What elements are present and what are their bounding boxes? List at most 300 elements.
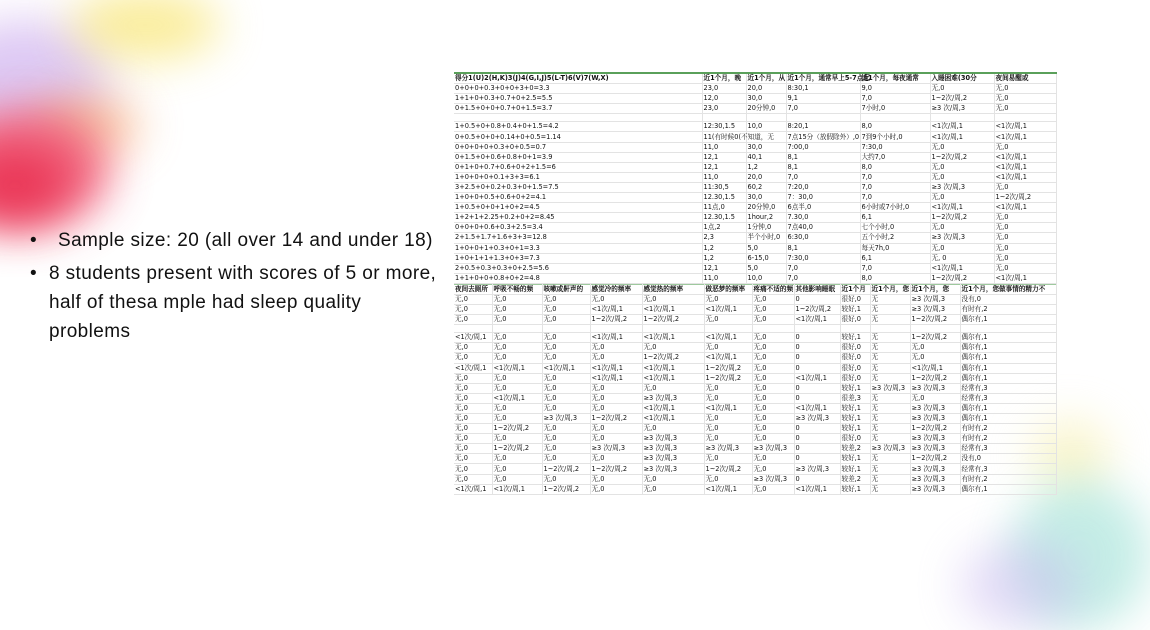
table-cell: 1+0+1+1+1.3+0+3=7.3 <box>454 253 702 263</box>
table-row <box>454 273 1056 283</box>
table-cell: ≥3 次/周,3 <box>930 182 994 192</box>
table-cell: <1次/周,1 <box>492 363 542 373</box>
bullet-dot: • <box>30 263 38 284</box>
table-cell: 较好,1 <box>840 414 870 424</box>
table-cell: 1~2次/周,2 <box>994 193 1056 203</box>
table-cell: 无,0 <box>704 434 752 444</box>
table-cell: 无,0 <box>590 484 642 494</box>
table-cell: 无 <box>870 403 910 413</box>
table-cell: 无,0 <box>752 305 794 315</box>
table-cell: 无,0 <box>492 403 542 413</box>
table-cell: <1次/周,1 <box>642 373 704 383</box>
table-cell: 无 <box>870 294 910 304</box>
table-cell: 无,0 <box>752 373 794 383</box>
table-cell <box>542 325 590 333</box>
table-row <box>454 132 1056 142</box>
table-cell: 1~2次/周,2 <box>492 444 542 454</box>
table-cell: 无 <box>870 393 910 403</box>
table-row <box>454 223 1056 233</box>
table-cell: 无,0 <box>542 454 590 464</box>
table-cell <box>794 325 840 333</box>
table-cell: 7点15分（放假除外）,0 <box>787 132 860 141</box>
table-cell: 0 <box>794 383 840 393</box>
table-cell: ≥3 次/周,3 <box>642 454 704 464</box>
table-cell: 9,1 <box>786 94 860 104</box>
table-cell: 无,0 <box>704 294 752 304</box>
table-cell: 无,0 <box>752 464 794 474</box>
table-cell: 无 <box>870 464 910 474</box>
table-cell: <1次/周,1 <box>590 333 642 343</box>
table-row <box>454 263 1056 273</box>
table-header-row <box>454 73 1056 84</box>
table-cell: ≥3 次/周,3 <box>642 464 704 474</box>
header-cell: 近1个月，您 <box>910 284 960 294</box>
header-cell: 得分1(U)2(H,K)3(J)4(G,I,J)5(L-T)6(V)7(W,X) <box>454 73 702 84</box>
table-cell: 无,0 <box>930 223 994 233</box>
table-cell: 无,0 <box>492 464 542 474</box>
table-cell: ≥3 次/周,3 <box>642 444 704 454</box>
table-row <box>454 84 1056 94</box>
table-cell <box>642 325 704 333</box>
table-cell: 12,0 <box>702 94 746 104</box>
table-cell: ≥3 次/周,3 <box>910 294 960 304</box>
table-cell: 23,0 <box>702 104 746 114</box>
table-cell: 9,0 <box>860 84 930 94</box>
table-cell <box>930 114 994 122</box>
table-cell: 较差,2 <box>840 444 870 454</box>
table-cell: 1点,2 <box>702 223 746 233</box>
table-cell: 较差,2 <box>840 474 870 484</box>
bullet-dot: • <box>30 230 38 251</box>
table-cell: 有时有,2 <box>960 424 1056 434</box>
table-cell: 1hour,2 <box>746 213 786 223</box>
table-cell: 2+0.5+0.3+0.3+0+2.5=5.6 <box>454 263 702 273</box>
table-cell: 无,0 <box>930 243 994 253</box>
table-cell: 偶尔有,1 <box>960 403 1056 413</box>
bullet-list <box>30 226 440 350</box>
header-cell: 夜间去厕所 <box>454 284 492 294</box>
table-cell: 无,0 <box>542 444 590 454</box>
table-row <box>454 325 1056 333</box>
table-row <box>454 122 1056 132</box>
table-cell: 无,0 <box>752 424 794 434</box>
table-cell: 8:30,1 <box>786 84 860 94</box>
table-cell: 无,0 <box>492 343 542 353</box>
table-cell: 无,0 <box>542 383 590 393</box>
table-cell: 1+0.5+0+0.8+0.4+0+1.5=4.2 <box>454 122 702 132</box>
header-cell: 感觉热的频率 <box>642 284 704 294</box>
table-cell: 五个小时,2 <box>860 233 930 243</box>
table-cell: 无 <box>870 484 910 494</box>
table-cell: 无 <box>870 424 910 434</box>
table-cell: 无,0 <box>752 414 794 424</box>
table-cell: ≥3 次/周,3 <box>930 233 994 243</box>
table-cell: 无,0 <box>542 315 590 325</box>
table-cell: 6点半,0 <box>786 203 860 213</box>
table-cell: 1~2次/周,2 <box>930 152 994 162</box>
table-cell: 无,0 <box>752 353 794 363</box>
table-cell: 1+1+0+0.3+0.7+0+2.5=5.5 <box>454 94 702 104</box>
table-cell: 有时有,2 <box>960 434 1056 444</box>
table-cell: 偶尔有,1 <box>960 343 1056 353</box>
table-cell: 无,0 <box>542 474 590 484</box>
table-cell: <1次/周,1 <box>994 122 1056 132</box>
table-cell: 无,0 <box>590 474 642 484</box>
table-row <box>454 464 1056 474</box>
table-row <box>454 333 1056 343</box>
table-cell: 无,0 <box>454 383 492 393</box>
table-cell: 7,0 <box>786 104 860 114</box>
table-cell: 无,0 <box>454 315 492 325</box>
table-cell: 无,0 <box>492 373 542 383</box>
table-cell: ≥3 次/周,3 <box>542 414 590 424</box>
table-row <box>454 434 1056 444</box>
table-cell: <1次/周,1 <box>492 393 542 403</box>
table-cell: <1次/周,1 <box>642 403 704 413</box>
table-cell <box>492 325 542 333</box>
table-cell <box>870 325 910 333</box>
table-cell: 无,0 <box>454 414 492 424</box>
table-cell: 0 <box>794 393 840 403</box>
table-cell: 1,2 <box>746 162 786 172</box>
table-cell: 无,0 <box>752 434 794 444</box>
table-cell: 无,0 <box>704 315 752 325</box>
header-cell: 其他影响睡眠 <box>794 284 840 294</box>
table-cell: 0 <box>794 444 840 454</box>
table-row <box>454 233 1056 243</box>
header-cell: 呼吸不畅的频 <box>492 284 542 294</box>
table-cell: 30,0 <box>746 94 786 104</box>
table-cell: ≥3 次/周,3 <box>704 444 752 454</box>
table-cell: 大约7,0 <box>860 152 930 162</box>
header-cell: 做恶梦的频率 <box>704 284 752 294</box>
table-cell: ≥3 次/周,3 <box>870 383 910 393</box>
table-cell: 无,0 <box>752 294 794 304</box>
table-cell: 5,0 <box>746 263 786 273</box>
table-cell: <1次/周,1 <box>994 172 1056 182</box>
table-cell: <1次/周,1 <box>704 403 752 413</box>
table-row <box>454 454 1056 464</box>
table-cell: 1~2次/周,2 <box>794 305 840 315</box>
table-cell: 偶尔有,1 <box>960 484 1056 494</box>
table-cell: 7,0 <box>860 172 930 182</box>
table-cell: 1~2次/周,2 <box>910 373 960 383</box>
table-cell: <1次/周,1 <box>794 484 840 494</box>
table-cell: 偶尔有,1 <box>960 353 1056 363</box>
table-cell: 无,0 <box>642 383 704 393</box>
table-cell: 无,0 <box>492 474 542 484</box>
table-cell: ≥3 次/周,3 <box>910 464 960 474</box>
bullet-item <box>30 259 440 346</box>
score-table-bottom <box>454 284 1057 495</box>
header-cell: 近1个月，您做事情的精力不 <box>960 284 1056 294</box>
table-cell: 无,0 <box>454 353 492 363</box>
table-cell <box>840 325 870 333</box>
table-row <box>454 424 1056 434</box>
table-cell <box>702 114 746 122</box>
table-cell: 2,3 <box>702 233 746 243</box>
table-cell: 无 <box>870 363 910 373</box>
table-cell: <1次/周,1 <box>492 484 542 494</box>
table-cell: <1次/周,1 <box>994 132 1056 142</box>
table-cell: ≥3 次/周,3 <box>590 444 642 454</box>
table-cell: 0 <box>794 333 840 343</box>
table-cell: 无,0 <box>542 353 590 363</box>
table-cell: ≥3 次/周,3 <box>794 464 840 474</box>
table-cell: 无,0 <box>542 343 590 353</box>
table-cell: 60,2 <box>746 182 786 192</box>
table-cell: 很好,0 <box>840 434 870 444</box>
table-row <box>454 353 1056 363</box>
table-cell: 无,0 <box>642 474 704 484</box>
table-cell: 6,1 <box>860 253 930 263</box>
table-cell: 无,0 <box>542 373 590 383</box>
table-cell: 1分钟,0 <box>746 223 786 233</box>
table-cell: 无 <box>870 315 910 325</box>
table-cell: 20,0 <box>746 84 786 94</box>
table-cell: 无,0 <box>590 353 642 363</box>
table-row <box>454 114 1056 122</box>
header-cell: 近1个月，每夜通常 <box>860 73 930 84</box>
table-cell: 较好,1 <box>840 305 870 315</box>
table-cell: 无, 0 <box>930 253 994 263</box>
table-cell: 较好,1 <box>840 454 870 464</box>
table-cell: 无,0 <box>542 333 590 343</box>
table-cell: 7到9个小时,0 <box>860 132 930 142</box>
decor-blob-lavender <box>960 540 1080 630</box>
header-cell: 近1个月，您 <box>871 284 910 293</box>
header-cell: 近1个月，通常早上5-7点起 <box>787 74 870 83</box>
table-cell: 半个小时,0 <box>746 233 786 243</box>
table-cell: 无,0 <box>492 333 542 343</box>
table-cell: 无,0 <box>704 424 752 434</box>
table-cell: <1次/周,1 <box>704 353 752 363</box>
table-cell: ≥3 次/周,3 <box>910 484 960 494</box>
table-cell: 无,0 <box>994 84 1056 94</box>
table-cell: 无,0 <box>642 343 704 353</box>
table-cell: 11,0 <box>702 172 746 182</box>
table-row <box>454 444 1056 454</box>
table-cell: 偶尔有,1 <box>960 414 1056 424</box>
table-cell: 5,0 <box>746 243 786 253</box>
table-cell: 1~2次/周,2 <box>930 213 994 223</box>
table-row <box>454 305 1056 315</box>
table-cell: 无,0 <box>752 454 794 464</box>
table-cell: 7.30,0 <box>786 213 860 223</box>
table-cell: 无,0 <box>542 393 590 403</box>
table-cell: 1~2次/周,2 <box>542 464 590 474</box>
table-cell: <1次/周,1 <box>910 363 960 373</box>
table-cell: 1~2次/周,2 <box>590 464 642 474</box>
table-cell: 无,0 <box>542 424 590 434</box>
table-cell: 无,0 <box>590 343 642 353</box>
table-cell: 无,0 <box>492 454 542 464</box>
table-cell: 1,2 <box>702 253 746 263</box>
table-cell: 7,0 <box>786 172 860 182</box>
table-cell: 3+2.5+0+0.2+0.3+0+1.5=7.5 <box>454 182 702 192</box>
table-cell: 7,0 <box>786 263 860 273</box>
table-cell: 0+0.5+0+0+0.14+0+0.5=1.14 <box>454 132 702 142</box>
table-row <box>454 203 1056 213</box>
table-cell: 12.30,1.5 <box>702 213 746 223</box>
table-cell: 1+1+0+0+0.8+0+2=4.8 <box>454 273 702 283</box>
table-cell <box>994 114 1056 122</box>
table-cell: 无,0 <box>910 393 960 403</box>
table-cell: <1次/周,1 <box>794 373 840 383</box>
table-cell: 0 <box>794 434 840 444</box>
bullet-item <box>30 226 440 255</box>
table-cell: ≥3 次/周,3 <box>794 414 840 424</box>
table-cell: 偶尔有,1 <box>960 363 1056 373</box>
table-cell: 很好,0 <box>840 315 870 325</box>
table-cell: 无,0 <box>642 424 704 434</box>
table-cell: 无 <box>870 343 910 353</box>
table-cell: 无 <box>870 454 910 464</box>
table-cell: 无,0 <box>930 142 994 152</box>
table-cell: 无,0 <box>994 243 1056 253</box>
table-cell: 1~2次/周,2 <box>930 94 994 104</box>
table-cell: 偶尔有,1 <box>960 315 1056 325</box>
table-cell: 无,0 <box>930 84 994 94</box>
table-cell: 0+0+0+0.3+0+0+3+0=3.3 <box>454 84 702 94</box>
table-cell: 无,0 <box>590 424 642 434</box>
table-cell: 无,0 <box>994 94 1056 104</box>
table-cell: <1次/周,1 <box>454 484 492 494</box>
table-cell: 7,0 <box>786 273 860 283</box>
table-cell: 很好,0 <box>840 294 870 304</box>
bullet-text: Sample size: 20 (all over 14 and under 18) <box>58 230 433 251</box>
table-cell: 无 <box>870 434 910 444</box>
table-cell: <1次/周,1 <box>930 263 994 273</box>
table-cell: 无,0 <box>752 393 794 403</box>
header-cell: 近1个月，从 <box>747 74 786 83</box>
table-cell: <1次/周,1 <box>590 373 642 383</box>
table-cell: ≥3 次/周,3 <box>910 305 960 315</box>
table-cell: 7:20,0 <box>786 182 860 192</box>
table-cell: 无 <box>870 353 910 363</box>
table-cell: 7点40,0 <box>786 223 860 233</box>
table-cell: 1~2次/周,2 <box>590 315 642 325</box>
table-cell: 6:30,0 <box>786 233 860 243</box>
header-cell: 夜间易醒或 <box>994 73 1056 84</box>
table-row <box>454 172 1056 182</box>
table-cell: 11,0 <box>702 273 746 283</box>
table-cell: 8,1 <box>786 162 860 172</box>
table-cell: 无,0 <box>454 424 492 434</box>
table-cell <box>960 325 1056 333</box>
table-cell: <1次/周,1 <box>794 403 840 413</box>
table-cell: 1~2次/周,2 <box>910 424 960 434</box>
table-cell: 1+0+0+0+0.1+3+3=6.1 <box>454 172 702 182</box>
table-cell: 经常有,3 <box>960 393 1056 403</box>
table-cell <box>910 325 960 333</box>
table-cell: 无 <box>870 333 910 343</box>
table-cell: 7:00,0 <box>786 142 860 152</box>
table-cell: <1次/周,1 <box>590 305 642 315</box>
table-cell: 无,0 <box>930 193 994 203</box>
table-cell: 无,0 <box>930 162 994 172</box>
bullet-text: 8 students present with scores of 5 or more, half of thesa mple had sleep quality problems <box>49 263 437 342</box>
table-cell: 很好,0 <box>840 343 870 353</box>
table-cell: <1次/周,1 <box>704 484 752 494</box>
table-cell: 12,1 <box>702 162 746 172</box>
table-cell: <1次/周,1 <box>994 152 1056 162</box>
table-cell: <1次/周,1 <box>454 333 492 343</box>
table-cell: 8,0 <box>860 162 930 172</box>
table-cell: 0 <box>794 343 840 353</box>
table-cell: 1~2次/周,2 <box>590 414 642 424</box>
table-row <box>454 294 1056 304</box>
table-cell: 无,0 <box>492 353 542 363</box>
table-cell: 8:20,1 <box>786 122 860 132</box>
header-cell: 近1个月，晚 <box>702 73 746 84</box>
table-cell: ≥3 次/周,3 <box>642 434 704 444</box>
table-row <box>454 243 1056 253</box>
table-cell: 无,0 <box>542 434 590 444</box>
table-cell: ≥3 次/周,3 <box>930 104 994 114</box>
table-cell: 1~2次/周,2 <box>492 424 542 434</box>
table-cell: 无,0 <box>994 253 1056 263</box>
table-cell: 1+0+0+1+0.3+0+1=3.3 <box>454 243 702 253</box>
table-cell: 无,0 <box>994 104 1056 114</box>
table-cell: 无,0 <box>704 343 752 353</box>
table-cell: 1~2次/周,2 <box>704 363 752 373</box>
table-cell: <1次/周,1 <box>930 122 994 132</box>
table-cell: 无,0 <box>910 343 960 353</box>
table-cell: 有时有,2 <box>960 474 1056 484</box>
table-row <box>454 94 1056 104</box>
table-cell: 40,1 <box>746 152 786 162</box>
table-cell: 无,0 <box>492 414 542 424</box>
table-row <box>454 315 1056 325</box>
table-cell: <1次/周,1 <box>930 132 994 142</box>
table-cell: 12,1 <box>702 152 746 162</box>
table-cell: ≥3 次/周,3 <box>910 414 960 424</box>
header-cell: 疼痛不适的频 <box>753 284 794 293</box>
table-cell: ≥3 次/周,3 <box>752 474 794 484</box>
table-cell: 无 <box>870 305 910 315</box>
table-cell: 23,0 <box>702 84 746 94</box>
table-cell: 无,0 <box>752 343 794 353</box>
table-cell <box>454 325 492 333</box>
table-cell: 偶尔有,1 <box>960 373 1056 383</box>
table-cell: 无,0 <box>930 172 994 182</box>
table-cell: 无,0 <box>752 403 794 413</box>
table-cell: ≥3 次/周,3 <box>910 383 960 393</box>
table-cell: 7:30,0 <box>860 142 930 152</box>
table-cell: 无,0 <box>454 373 492 383</box>
table-cell: 很好,0 <box>840 363 870 373</box>
table-cell: 11:30,5 <box>702 182 746 192</box>
table-cell: <1次/周,1 <box>642 414 704 424</box>
table-cell: 无,0 <box>704 454 752 464</box>
table-cell: 无,0 <box>454 294 492 304</box>
table-cell: 无,0 <box>454 434 492 444</box>
table-cell: 无,0 <box>590 454 642 464</box>
table-cell: 无,0 <box>492 383 542 393</box>
table-cell: 8,0 <box>860 122 930 132</box>
table-cell: 7,0 <box>860 182 930 192</box>
table-cell: 12,1 <box>702 263 746 273</box>
table-cell: 0 <box>794 363 840 373</box>
table-cell: 无 <box>870 474 910 484</box>
table-cell: 1~2次/周,2 <box>704 373 752 383</box>
table-cell: <1次/周,1 <box>994 203 1056 213</box>
table-cell: 无,0 <box>994 223 1056 233</box>
table-cell: 无,0 <box>454 454 492 464</box>
header-cell: 咳嗽或鼾声的 <box>542 284 590 294</box>
table-cell: 较好,1 <box>840 464 870 474</box>
